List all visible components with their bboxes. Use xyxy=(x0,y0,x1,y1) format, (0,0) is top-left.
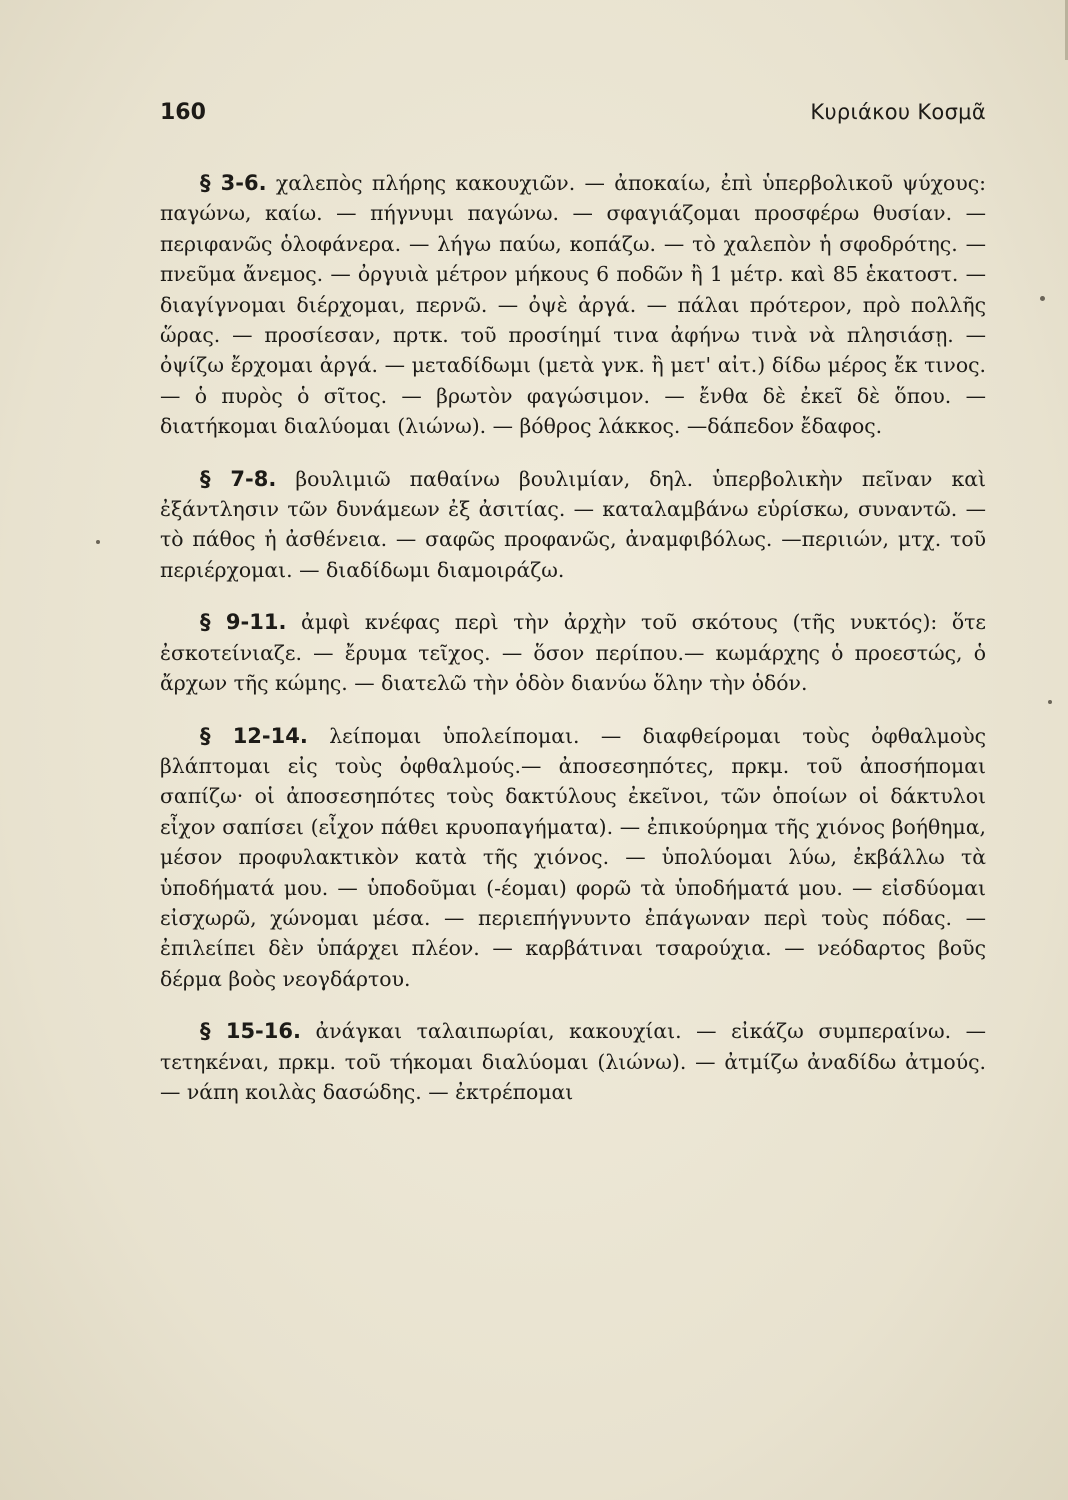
scan-speck xyxy=(1048,700,1052,704)
section-number: § 9-11. xyxy=(200,610,287,635)
paragraph-text: λείπομαι ὑπολείπομαι. — διαφθείρομαι τοὺς ὀφθαλμοὺς βλάπτομαι εἰς τοὺς ὀφθαλμούς.— ἀποσεσηπότες, πρκμ. τοῦ ἀποσήπομαι σαπίζω· οἱ ἀποσεσηπότες τοὺς δακτύλους ἐκεῖνοι, τῶν ὁποίων οἱ δάκτυλοι εἶχον σαπίσει (εἶχον πάθει κρυοπαγήματα). — ἐπικούρημα τῆς χιόνος βοήθημα, μέσον προφυλακτικὸν κατὰ τῆς χιόνος. — ὑπολύομαι λύω, ἐκβάλλω τὰ ὑποδήματά μου. — ὑποδοῦμαι (-έομαι) φορῶ τὰ ὑποδήματά μου. — εἰσδύομαι εἰσχωρῶ, χώνομαι μέσα. — περιεπήγνυντο ἐπάγωναν περὶ τοὺς πόδας. — ἐπιλείπει δὲν ὑπάρχει πλέον. — καρβάτιναι τσαρούχια. — νεόδαρτος βοῦς δέρμα βοὸς νεογδάρτου. xyxy=(160,723,987,991)
section-number: § 3-6. xyxy=(200,171,267,195)
paragraph-sections-7-8 xyxy=(160,464,986,586)
paragraph-text: βουλιμιῶ παθαίνω βουλιμίαν, δηλ. ὑπερβολικὴν πεῖναν καὶ ἐξάντλησιν τῶν δυνάμεων ἐξ ἀσιτίας. — καταλαμβάνω εὑρίσκω, συναντῶ. — τὸ πάθος ἡ ἀσθένεια. — σαφῶς προφανῶς, ἀναμφιβόλως. —περιιών, μτχ. τοῦ περιέρχομαι. — διαδίδωμι διαμοιράζω. xyxy=(160,466,986,582)
section-number: § 12-14. xyxy=(200,723,308,748)
paragraph-sections-3-6 xyxy=(160,168,986,442)
running-head: Κυριάκου Κοσμᾶ xyxy=(810,100,986,124)
page-header xyxy=(160,100,986,134)
glossary-text xyxy=(160,168,986,1129)
section-number: § 15-16. xyxy=(200,1019,301,1044)
paragraph-text: ἀνάγκαι ταλαιπωρίαι, κακουχίαι. — εἰκάζω συμπεραίνω. — τετηκέναι, πρκμ. τοῦ τήκομαι διαλύομαι (λιώνω). — ἀτμίζω ἀναδίδω ἀτμούς. — νάπη κοιλὰς δασώδης. — ἐκτρέπομαι xyxy=(160,1019,987,1104)
paragraph-sections-15-16 xyxy=(160,1016,986,1107)
paragraph-sections-12-14 xyxy=(160,721,986,995)
paragraph-sections-9-11 xyxy=(160,607,986,698)
page-number: 160 xyxy=(160,100,206,125)
paragraph-text: χαλεπὸς πλήρης κακουχιῶν. — ἀποκαίω, ἐπὶ ὑπερβολικοῦ ψύχους: παγώνω, καίω. — πήγνυμι παγώνω. — σφαγιάζομαι προσφέρω θυσίαν. — περιφανῶς ὁλοφάνερα. — λήγω παύω, κοπάζω. — τὸ χαλεπὸν ἡ σφοδρότης. — πνεῦμα ἄνεμος. — ὀργυιὰ μέτρον μήκους 6 ποδῶν ἢ 1 μέτρ. καὶ 85 ἑκατοστ. — διαγίγνομαι διέρχομαι, περνῶ. — ὀψὲ ἀργά. — πάλαι πρότερον, πρὸ πολλῆς ὥρας. — προσίεσαν, πρτκ. τοῦ προσίημί τινα ἀφήνω τινὰ νὰ πλησιάσῃ. — ὀψίζω ἔρχομαι ἀργά. — μεταδίδωμι (μετὰ γνκ. ἢ μετ' αἰτ.) δίδω μέρος ἔκ τινος. — ὁ πυρὸς ὁ σῖτος. — βρωτὸν φαγώσιμον. — ἔνθα δὲ ἐκεῖ δὲ ὅπου. — διατήκομαι διαλύομαι (λιώνω). — βόθρος λάκκος. —δάπεδον ἔδαφος. xyxy=(160,171,986,439)
section-number: § 7-8. xyxy=(200,466,277,491)
scan-speck xyxy=(96,540,100,544)
scan-speck xyxy=(1040,296,1045,301)
paragraph-text: ἀμφὶ κνέφας περὶ τὴν ἀρχὴν τοῦ σκότους (τῆς νυκτός): ὅτε ἐσκοτείνιαζε. — ἔρυμα τεῖχος. — ὅσον περίπου.— κωμάρχης ὁ προεστώς, ὁ ἄρχων τῆς κώμης. — διατελῶ τὴν ὁδὸν διανύω ὅλην τὴν ὁδόν. xyxy=(160,610,986,696)
